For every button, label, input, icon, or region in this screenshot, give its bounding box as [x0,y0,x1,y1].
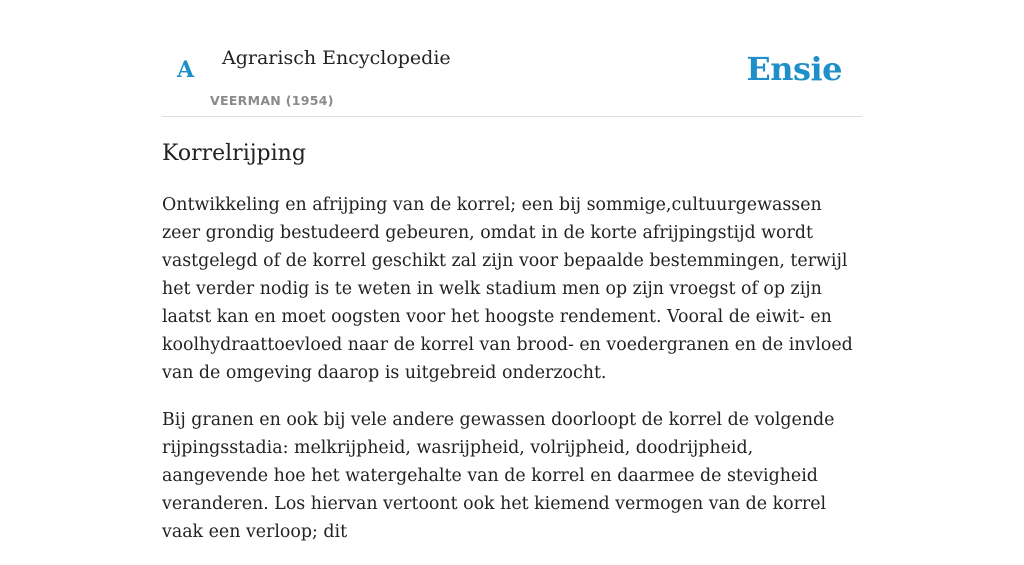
article [162,137,864,565]
article-paragraph: Ontwikkeling en afrijping van de korrel; een bij sommige,cultuurgewassen zeer grondig bestudeerd gebeuren, omdat in de korte afrijpingstijd wordt vastgelegd of de korrel geschikt zal zijn voor bepaalde bestemmingen, terwijl het verder nodig is te weten in welk stadium men op zijn vroegst of op zijn laatst kan en moet oogsten voor het hoogste rendement. Vooral de eiwit- en koolhydraattoevloed naar de korrel van brood- en voedergranen en de invloed van de omgeving daarop is uitgebreid onderzocht. [162,195,853,383]
publication-source: VEERMAN (1954) [210,93,334,108]
publication-title-link[interactable]: Agrarisch Encyclopedie [222,47,451,69]
ensie-brand-logo[interactable]: Ensie [746,50,842,88]
article-title: Korrelrijping [162,141,306,166]
header [162,0,862,117]
article-paragraph: Bij granen en ook bij vele andere gewassen doorloopt de korrel de volgende rijpingsstadia: melkrijpheid, wasrijpheid, volrijpheid, doodrijpheid, aangevende hoe het watergehalte van de korrel en daarmee de stevigheid veranderen. Los hiervan vertoont ook het kiemend vermogen van de korrel vaak een verloop; dit [162,410,835,542]
encyclopedia-logo-icon[interactable]: A [177,57,195,83]
